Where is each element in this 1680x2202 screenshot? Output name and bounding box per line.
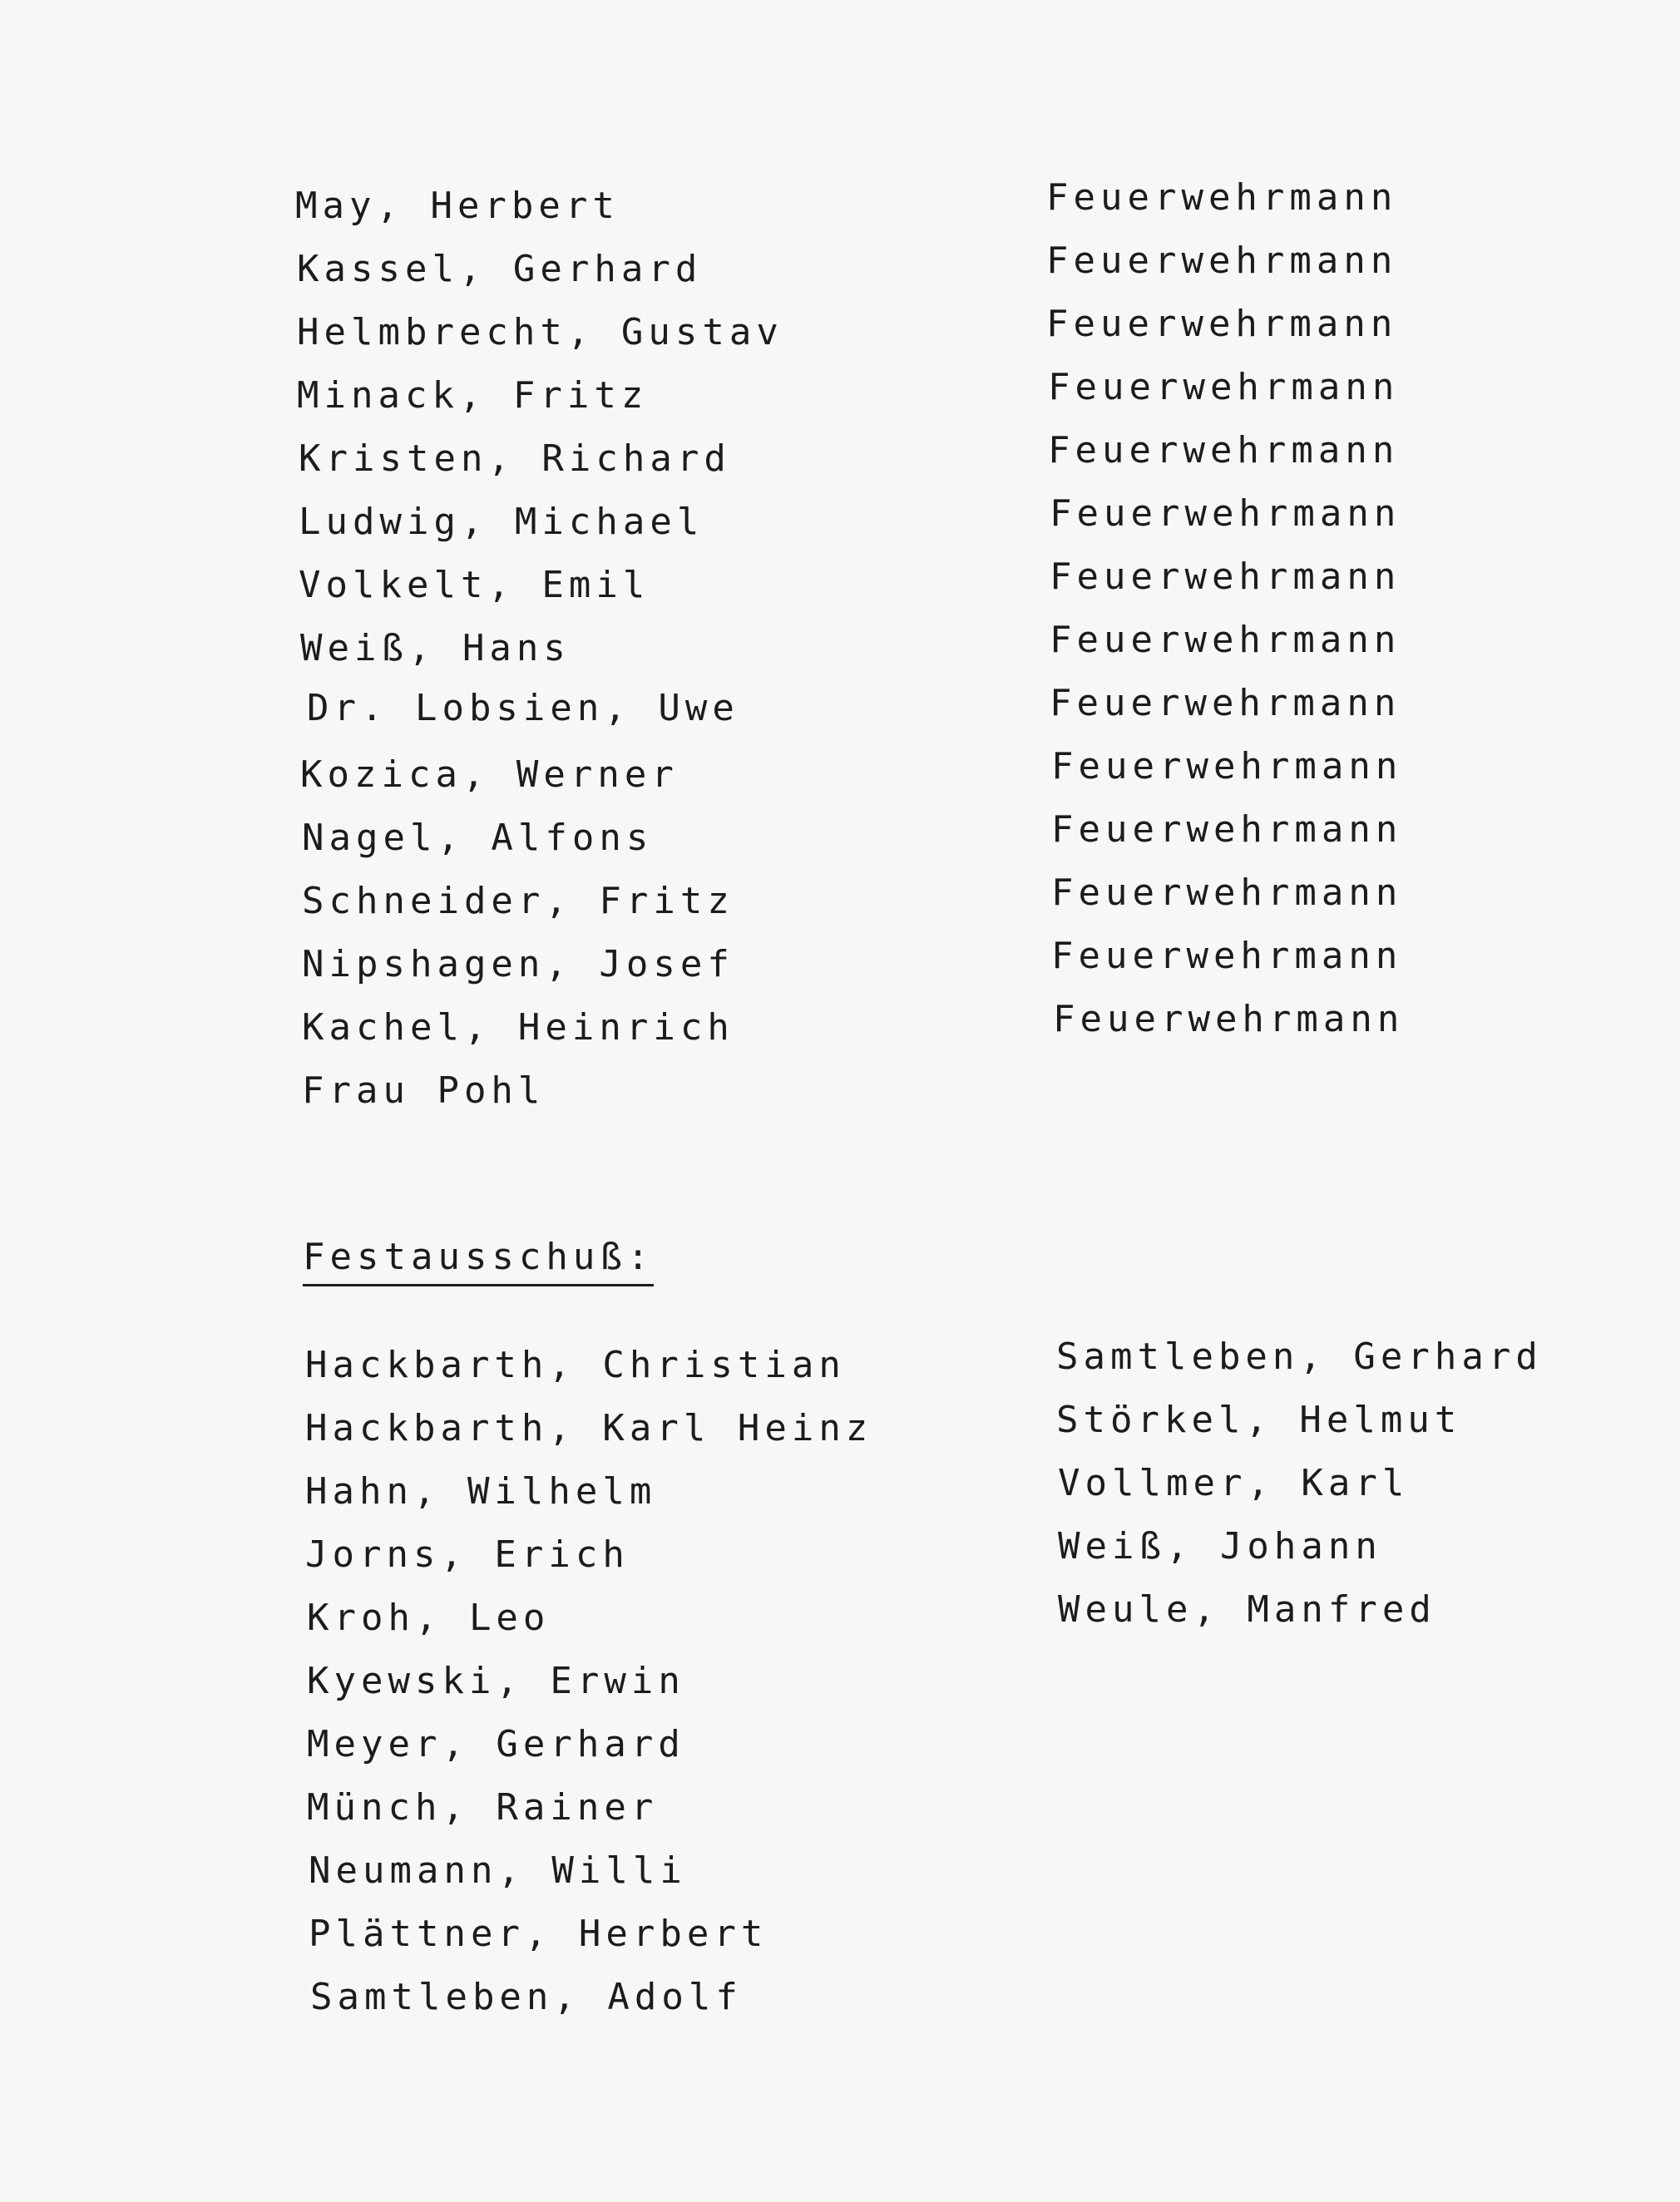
- committee-member: Vollmer, Karl: [1058, 1462, 1410, 1504]
- member-name: Ludwig, Michael: [299, 501, 704, 543]
- committee-member: Hahn, Wilhelm: [305, 1470, 657, 1513]
- member-name: Nagel, Alfons: [302, 817, 654, 859]
- member-name: Kristen, Richard: [299, 437, 731, 480]
- committee-member: Weule, Manfred: [1058, 1588, 1436, 1631]
- member-name: Kozica, Werner: [300, 753, 679, 796]
- committee-member: Störkel, Helmut: [1056, 1399, 1462, 1441]
- member-name: Kassel, Gerhard: [297, 248, 703, 290]
- member-rank: Feuerwehrmann: [1050, 555, 1401, 598]
- member-rank: Feuerwehrmann: [1046, 176, 1398, 219]
- member-rank: Feuerwehrmann: [1050, 619, 1401, 661]
- member-rank: Feuerwehrmann: [1048, 429, 1400, 472]
- member-name: Volkelt, Emil: [299, 564, 650, 606]
- committee-member: Neumann, Willi: [309, 1849, 687, 1892]
- member-name: May, Herbert: [295, 185, 620, 227]
- committee-member: Kyewski, Erwin: [307, 1660, 685, 1702]
- committee-member: Plättner, Herbert: [309, 1913, 768, 1955]
- member-name: Dr. Lobsien, Uwe: [307, 687, 739, 729]
- member-name: Kachel, Heinrich: [302, 1006, 734, 1049]
- committee-member: Jorns, Erich: [305, 1533, 630, 1576]
- member-name: Schneider, Fritz: [302, 880, 734, 922]
- committee-member: Weiß, Johann: [1058, 1525, 1382, 1568]
- member-rank: Feuerwehrmann: [1050, 682, 1401, 724]
- member-rank: Feuerwehrmann: [1051, 808, 1403, 851]
- member-rank: Feuerwehrmann: [1053, 998, 1405, 1040]
- committee-member: Hackbarth, Christian: [305, 1344, 846, 1386]
- committee-member: Hackbarth, Karl Heinz: [305, 1407, 873, 1449]
- member-rank: Feuerwehrmann: [1048, 366, 1400, 408]
- member-rank: Feuerwehrmann: [1051, 745, 1403, 787]
- section-heading-festausschuss: Festausschuß:: [303, 1239, 654, 1286]
- member-name: Weiß, Hans: [300, 627, 571, 669]
- member-rank: Feuerwehrmann: [1050, 492, 1401, 535]
- committee-member: Meyer, Gerhard: [307, 1723, 685, 1765]
- committee-member: Samtleben, Gerhard: [1056, 1336, 1543, 1378]
- member-rank: Feuerwehrmann: [1046, 239, 1398, 282]
- member-rank: Feuerwehrmann: [1051, 935, 1403, 977]
- committee-member: Samtleben, Adolf: [310, 1976, 743, 2018]
- committee-member: Kroh, Leo: [307, 1597, 551, 1639]
- member-rank: Feuerwehrmann: [1046, 303, 1398, 345]
- committee-member: Münch, Rainer: [307, 1786, 659, 1829]
- member-name: Frau Pohl: [302, 1069, 546, 1112]
- member-name: Minack, Fritz: [297, 374, 649, 417]
- member-rank: Feuerwehrmann: [1051, 871, 1403, 914]
- member-name: Nipshagen, Josef: [302, 943, 734, 985]
- member-name: Helmbrecht, Gustav: [297, 311, 783, 353]
